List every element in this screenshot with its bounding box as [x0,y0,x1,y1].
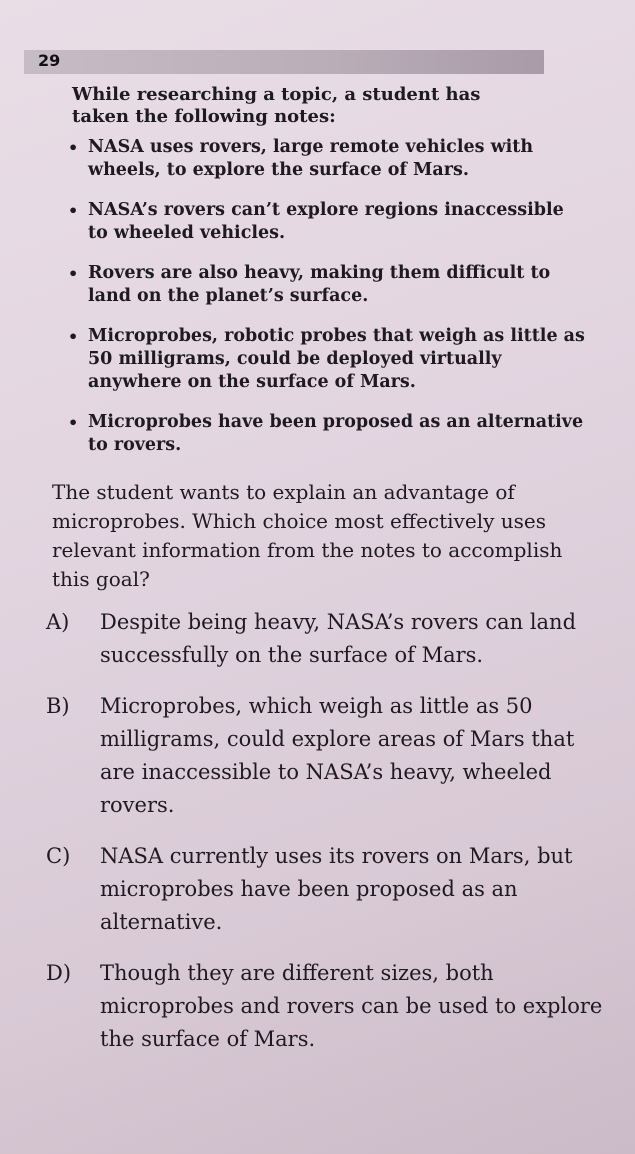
note-text: NASA uses rovers, large remote vehicles with wheels, to explore the surface of Mars. [88,137,534,180]
bullet-icon: • [68,138,79,157]
question-intro: While researching a topic, a student has taken the following notes: [72,84,481,127]
note-text: Microprobes have been proposed as an alternative to rovers. [88,412,584,455]
choice-b[interactable] [46,690,606,822]
choice-a[interactable] [46,606,606,672]
bullet-icon: • [68,264,79,283]
choice-letter: A) [46,610,70,634]
bullet-icon: • [68,413,79,432]
choice-c[interactable] [46,840,606,939]
choice-text: Despite being heavy, NASA’s rovers can land successfully on the surface of Mars. [100,610,577,667]
question-prompt: The student wants to explain an advantage of microprobes. Which choice most effectively uses relevant information from the notes to accomplish this goal? [52,480,563,591]
note-item [66,325,586,394]
question-header-bar [24,50,544,74]
choice-text: Though they are different sizes, both microprobes and rovers can be used to explore the surface of Mars. [100,961,603,1051]
notes-list [66,136,586,474]
choice-letter: B) [46,694,70,718]
choice-letter: C) [46,844,71,868]
choice-d[interactable] [46,957,606,1056]
note-text: NASA’s rovers can’t explore regions inaccessible to wheeled vehicles. [88,200,564,243]
question-number: 29 [38,51,61,70]
choice-letter: D) [46,961,72,985]
note-item [66,136,586,182]
choice-text: NASA currently uses its rovers on Mars, but microprobes have been proposed as an alternative. [100,844,573,934]
note-item [66,262,586,308]
note-item [66,199,586,245]
note-text: Microprobes, robotic probes that weigh as little as 50 milligrams, could be deployed virtually anywhere on the surface of Mars. [88,326,585,392]
bullet-icon: • [68,327,79,346]
note-item [66,411,586,457]
note-text: Rovers are also heavy, making them difficult to land on the planet’s surface. [88,263,551,306]
answer-choices [46,606,606,1074]
bullet-icon: • [68,201,79,220]
choice-text: Microprobes, which weigh as little as 50 milligrams, could explore areas of Mars that are inaccessible to NASA’s heavy, wheeled rovers. [100,694,575,817]
